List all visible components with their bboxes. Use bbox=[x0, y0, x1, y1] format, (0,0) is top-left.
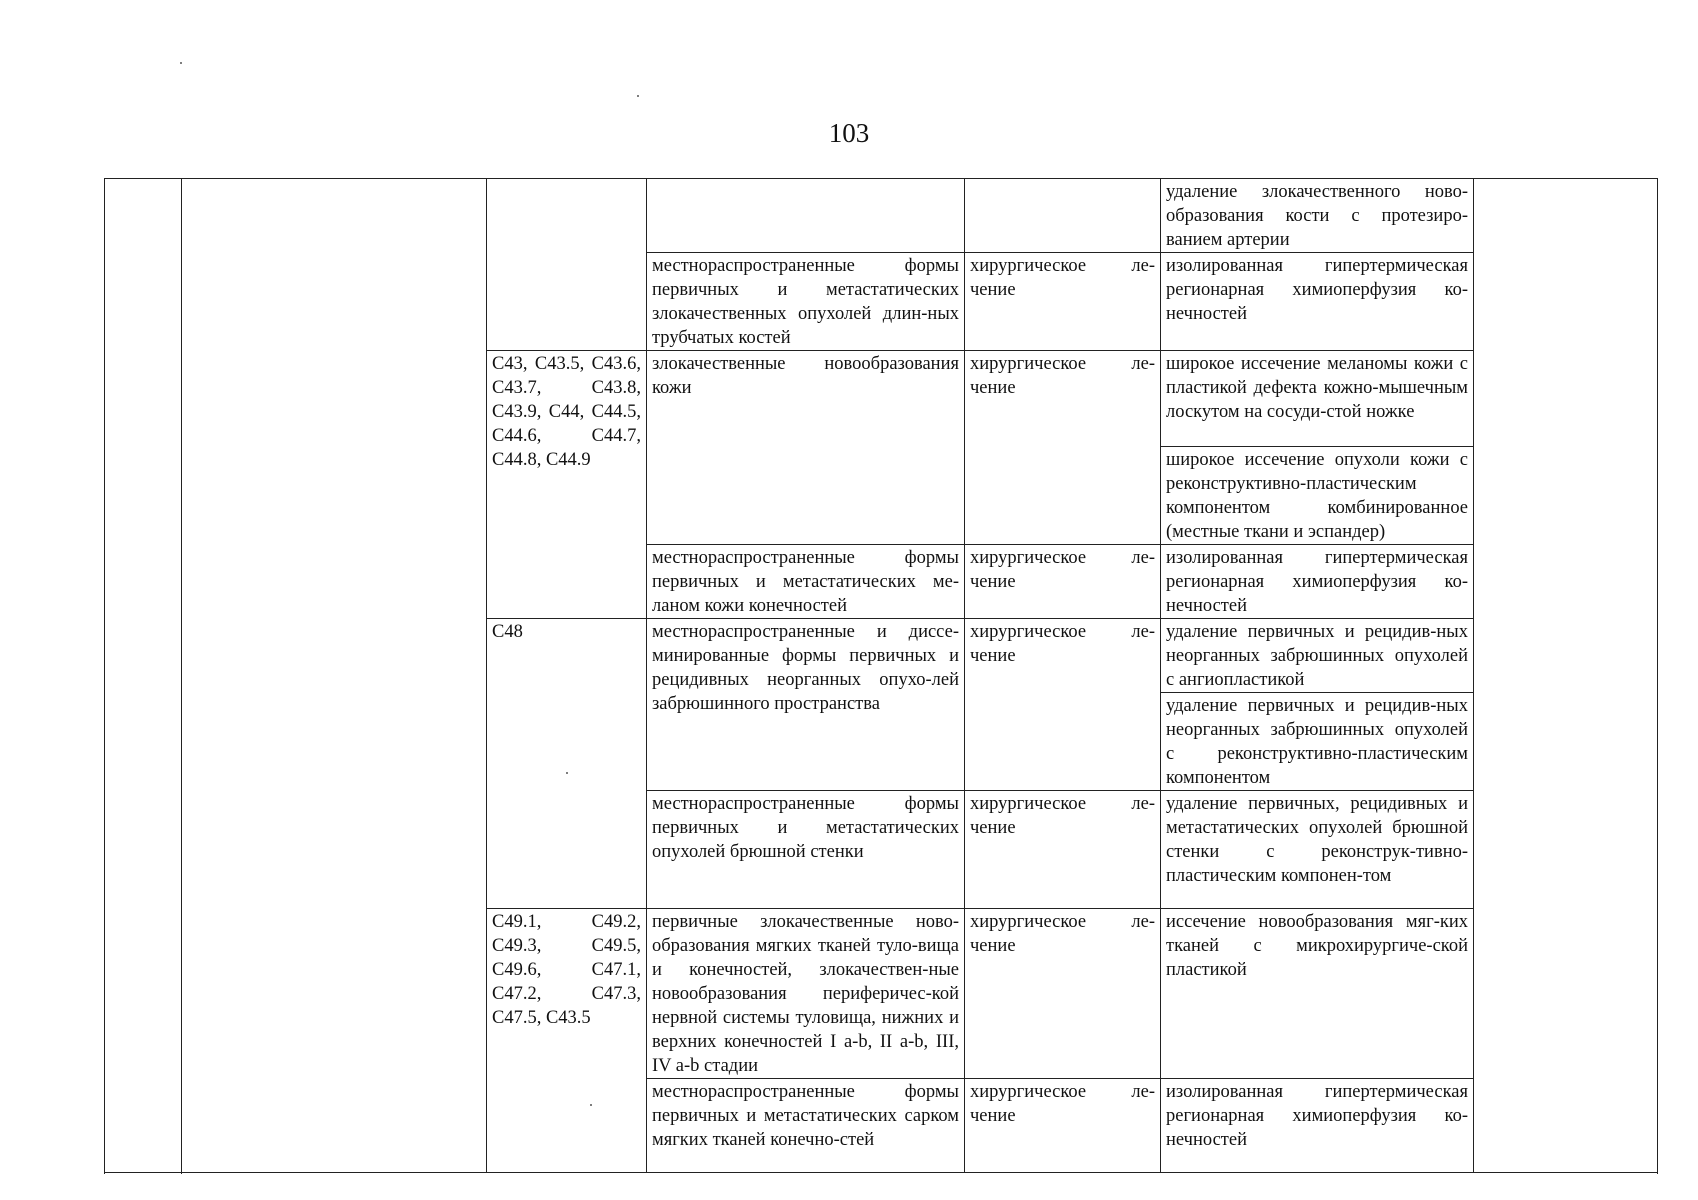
method-cell: широкое иссечение опухоли кожи с реконструктивно-пластическим компонентом комбинированное (местные ткани и эспандер) bbox=[1161, 447, 1474, 545]
method-cell: широкое иссечение меланомы кожи с пластикой дефекта кожно-мышечным лоскутом на сосуди-стой ножке bbox=[1161, 351, 1474, 447]
diagnosis-cell: злокачественные новообразования кожи bbox=[647, 351, 965, 545]
number-column-cell bbox=[105, 179, 182, 1173]
diagnosis-cell: местнораспространенные формы первичных и метастатических сарком мягких тканей конечно-стей bbox=[647, 1079, 965, 1173]
method-cell: иссечение новообразования мяг-ких тканей с микрохирургиче-ской пластикой bbox=[1161, 909, 1474, 1079]
icd-codes-cell: C43, C43.5, C43.6, C43.7, C43.8, C43.9, C44, C44.5, C44.6, C44.7, C44.8, C44.9 bbox=[487, 351, 647, 619]
treatment-type-cell: хирургическое ле-чение bbox=[965, 351, 1161, 545]
method-cell: изолированная гипертермическая регионарная химиоперфузия ко-нечностей bbox=[1161, 253, 1474, 351]
table-row bbox=[105, 179, 1658, 253]
method-cell: изолированная гипертермическая регионарная химиоперфузия ко-нечностей bbox=[1161, 545, 1474, 619]
scan-speck bbox=[637, 95, 639, 97]
scan-speck bbox=[180, 62, 182, 64]
treatment-type-cell: хирургическое ле-чение bbox=[965, 253, 1161, 351]
treatment-type-cell: хирургическое ле-чение bbox=[965, 1079, 1161, 1173]
diagnosis-cell: местнораспространенные формы первичных и метастатических злокачественных опухолей длин-ных трубчатых костей bbox=[647, 253, 965, 351]
method-cell: удаление злокачественного ново-образования кости с протезиро-ванием артерии bbox=[1161, 179, 1474, 253]
treatment-type-cell: хирургическое ле-чение bbox=[965, 545, 1161, 619]
medical-care-table bbox=[104, 178, 1658, 1173]
treatment-type-cell: хирургическое ле-чение bbox=[965, 791, 1161, 909]
page-number: 103 bbox=[828, 118, 870, 148]
diagnosis-cell: местнораспространенные формы первичных и метастатических опухолей брюшной стенки bbox=[647, 791, 965, 909]
method-cell: удаление первичных и рецидив-ных неорганных забрюшинных опухолей с ангиопластикой bbox=[1161, 619, 1474, 693]
icd-codes-cell: C48 bbox=[487, 619, 647, 909]
method-cell: удаление первичных, рецидивных и метастатических опухолей брюшной стенки с реконструк-тивно-пластическим компонен-том bbox=[1161, 791, 1474, 909]
method-cell: изолированная гипертермическая регионарная химиоперфузия ко-нечностей bbox=[1161, 1079, 1474, 1173]
diagnosis-cell bbox=[647, 179, 965, 253]
diagnosis-cell: местнораспространенные и диссе-минированные формы первичных и рецидивных неорганных опухо-лей забрюшинного пространства bbox=[647, 619, 965, 791]
treatment-type-cell: хирургическое ле-чение bbox=[965, 909, 1161, 1079]
method-cell: удаление первичных и рецидив-ных неорганных забрюшинных опухолей с реконструктивно-пластическим компонентом bbox=[1161, 693, 1474, 791]
treatment-type-cell bbox=[965, 179, 1161, 253]
care-type-column-cell bbox=[182, 179, 487, 1173]
cost-column-cell bbox=[1474, 179, 1658, 1173]
treatment-type-cell: хирургическое ле-чение bbox=[965, 619, 1161, 791]
diagnosis-cell: местнораспространенные формы первичных и метастатических ме-ланом кожи конечностей bbox=[647, 545, 965, 619]
icd-codes-cell bbox=[487, 179, 647, 351]
icd-codes-cell: C49.1, C49.2, C49.3, C49.5, C49.6, C47.1, C47.2, C47.3, C47.5, C43.5 bbox=[487, 909, 647, 1173]
diagnosis-cell: первичные злокачественные ново-образования мягких тканей туло-вища и конечностей, злокачествен-ные новообразования периферичес-кой нервной системы туловища, нижних и верхних конечностей I a-b, II a-b, III, IV a-b стадии bbox=[647, 909, 965, 1079]
